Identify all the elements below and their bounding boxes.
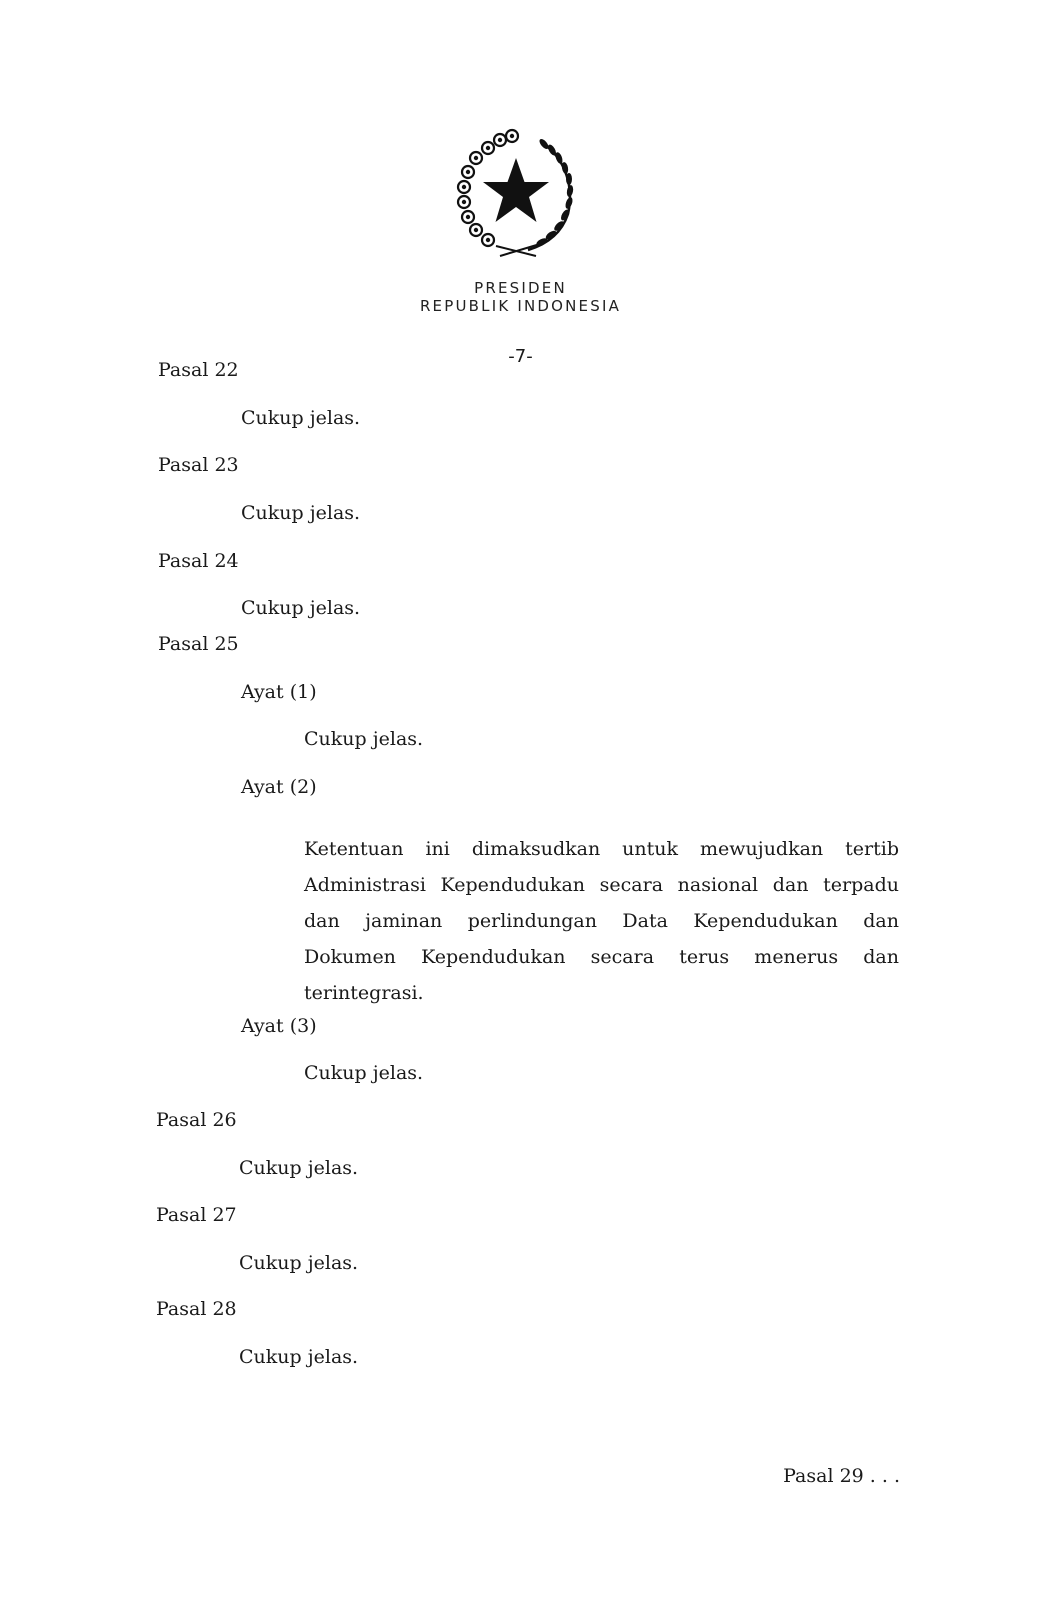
pasal-22-heading: Pasal 22 bbox=[158, 359, 239, 381]
pasal-23-heading: Pasal 23 bbox=[158, 454, 239, 476]
pasal-25-heading: Pasal 25 bbox=[158, 633, 239, 655]
pasal-28-text: Cukup jelas. bbox=[239, 1346, 359, 1368]
page-number: -7- bbox=[508, 346, 533, 367]
header-title-republik: REPUBLIK INDONESIA bbox=[419, 297, 622, 315]
pasal-22-text: Cukup jelas. bbox=[241, 407, 361, 429]
paragraph-line: Administrasi Kependudukan secara nasional dan terpadu bbox=[304, 874, 899, 896]
next-page-catchword: Pasal 29 . . . bbox=[783, 1465, 900, 1487]
ayat-3-text: Cukup jelas. bbox=[304, 1062, 424, 1084]
paragraph-line: Dokumen Kependudukan secara terus menerus dan bbox=[304, 946, 899, 968]
pasal-27-text: Cukup jelas. bbox=[239, 1252, 359, 1274]
pasal-24-text: Cukup jelas. bbox=[241, 597, 361, 619]
ayat-2-paragraph bbox=[304, 838, 899, 1018]
ayat-1-label: Ayat (1) bbox=[241, 681, 317, 703]
presidential-emblem-icon bbox=[448, 126, 584, 260]
pasal-28-heading: Pasal 28 bbox=[156, 1298, 237, 1320]
ayat-1-text: Cukup jelas. bbox=[304, 728, 424, 750]
pasal-24-heading: Pasal 24 bbox=[158, 550, 239, 572]
ayat-3-label: Ayat (3) bbox=[241, 1015, 317, 1037]
pasal-26-text: Cukup jelas. bbox=[239, 1157, 359, 1179]
header-title-presiden: PRESIDEN bbox=[474, 279, 567, 297]
paragraph-line: terintegrasi. bbox=[304, 982, 424, 1004]
pasal-26-heading: Pasal 26 bbox=[156, 1109, 237, 1131]
paragraph-line: dan jaminan perlindungan Data Kependudukan dan bbox=[304, 910, 899, 932]
pasal-23-text: Cukup jelas. bbox=[241, 502, 361, 524]
ayat-2-label: Ayat (2) bbox=[241, 776, 317, 798]
pasal-27-heading: Pasal 27 bbox=[156, 1204, 237, 1226]
paragraph-line: Ketentuan ini dimaksudkan untuk mewujudkan tertib bbox=[304, 838, 899, 860]
